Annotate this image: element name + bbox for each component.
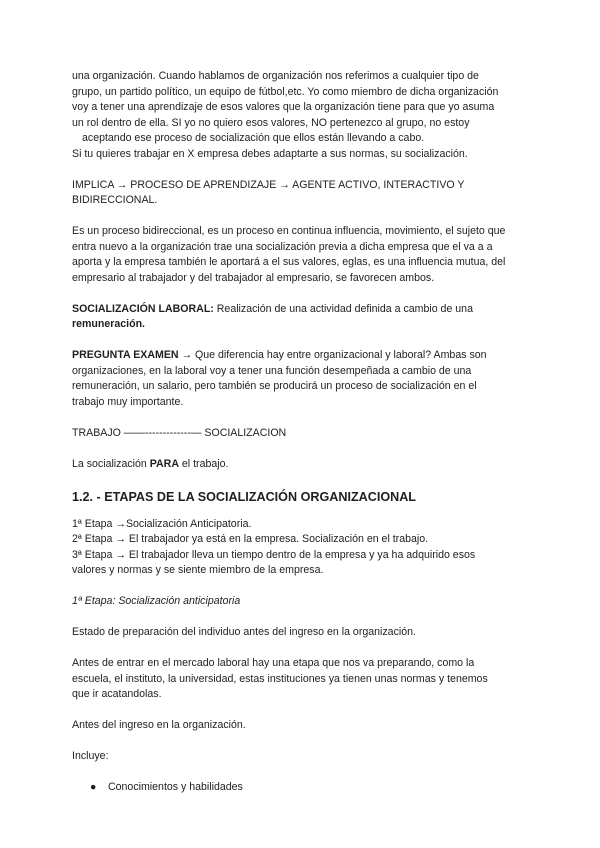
text-line: Es un proceso bidireccional, es un proceso en continua influencia, movimiento, el sujeto que <box>72 225 506 237</box>
list-item-text: Conocimientos y habilidades <box>108 781 243 793</box>
text-line: una organización. Cuando hablamos de organización nos referimos a cualquier tipo de <box>72 70 479 82</box>
subheading: 1ª Etapa: Socialización anticipatoria <box>72 595 241 607</box>
text-line <box>72 317 532 333</box>
text-line: trabajo muy importante. <box>72 395 184 408</box>
bullet-icon: ● <box>90 781 97 793</box>
para-after: el trabajo. <box>178 457 229 470</box>
exam-term: PREGUNTA EXAMEN <box>72 349 179 361</box>
etapa-3-continued: valores y normas y se siente miembro de la empresa. <box>72 564 324 576</box>
antes-ingreso-line: Antes del ingreso en la organización. <box>72 719 246 731</box>
trabajo-line: TRABAJO ——-------------— SOCIALIZACION <box>72 426 287 439</box>
intro-paragraph <box>72 69 532 162</box>
text-line: voy a tener una aprendizaje de esos valores que la organización tiene para que yo asuma <box>72 101 495 113</box>
bidireccional-paragraph <box>72 224 532 286</box>
spacer <box>72 333 532 349</box>
spacer <box>72 410 532 426</box>
spacer <box>72 641 532 657</box>
text-line: Antes de entrar en el mercado laboral hay una etapa que nos va preparando, como la <box>72 657 475 669</box>
text-line <box>72 302 532 318</box>
text-line: entra nuevo a la organización trae una socialización previa a dicha empresa que el va a a <box>72 240 493 253</box>
text-line: aceptando ese proceso de socialización que ellos están llevando a cabo. <box>82 132 425 144</box>
section-heading: 1.2. - ETAPAS DE LA SOCIALIZACIÓN ORGANIZACIONAL <box>72 489 417 504</box>
estado-line: Estado de preparación del individuo antes del ingreso en la organización. <box>72 626 416 638</box>
spacer <box>72 765 532 781</box>
etapa-1: 1ª Etapa →Socialización Anticipatoria. <box>72 517 252 530</box>
definition-text: Realización de una actividad definida a cambio de una <box>213 302 473 315</box>
text-line: que ir acatandolas. <box>72 688 162 700</box>
spacer <box>72 734 532 750</box>
text-line: IMPLICA → PROCESO DE APRENDIZAJE → AGENTE ACTIVO, INTERACTIVO Y <box>72 178 465 191</box>
spacer <box>72 506 532 517</box>
text-line: empresario al trabajador y del trabajador al empresario, se favorecen ambos. <box>72 271 435 284</box>
bullet-list <box>72 780 532 796</box>
text-line: Si tu quieres trabajar en X empresa debes adaptarte a sus normas, su socialización. <box>72 147 468 160</box>
spacer <box>72 441 532 457</box>
spacer <box>72 209 532 225</box>
para-bold: PARA <box>149 457 179 470</box>
para-before: La socialización <box>72 457 150 470</box>
document-page <box>72 69 532 796</box>
antes-paragraph <box>72 656 532 703</box>
implica-paragraph <box>72 178 532 209</box>
para-line <box>72 457 532 473</box>
etapas-list <box>72 517 532 579</box>
text-line: grupo, un partido político, un equipo de fútbol,etc. Yo como miembro de dicha organización <box>72 85 499 98</box>
text-line: remuneración, un salario, pero también se producirá un proceso de socialización en el <box>72 380 477 392</box>
text-line: BIDIRECCIONAL. <box>72 194 158 206</box>
text-line: aporta y la empresa también le aportará a el sus valores, eglas, es una influencia mutua, del <box>72 256 506 268</box>
examen-paragraph <box>72 348 532 410</box>
definition-text-bold: remuneración. <box>72 318 146 330</box>
laboral-definition <box>72 302 532 333</box>
spacer <box>72 286 532 302</box>
text-line: organizaciones, en la laboral voy a tener una función desempeñada a cambio de una <box>72 364 472 377</box>
spacer <box>72 472 532 488</box>
text-line: un rol dentro de ella. SI yo no quiero esos valores, NO pertenezco al grupo, no estoy <box>72 116 470 129</box>
spacer <box>72 610 532 626</box>
spacer <box>72 579 532 595</box>
text-line <box>72 348 532 364</box>
list-item <box>90 780 532 796</box>
etapa-3: 3ª Etapa → El trabajador lleva un tiempo dentro de la empresa y ya ha adquirido esos <box>72 548 476 561</box>
spacer <box>72 703 532 719</box>
exam-question: → Que diferencia hay entre organizacional y laboral? Ambas son <box>178 349 487 361</box>
spacer <box>72 162 532 178</box>
definition-term: SOCIALIZACIÓN LABORAL: <box>72 302 214 315</box>
text-line: escuela, el instituto, la universidad, estas instituciones ya tienen unas normas y tenemos <box>72 672 488 685</box>
incluye-line: Incluye: <box>72 750 109 762</box>
etapa-2: 2ª Etapa → El trabajador ya está en la empresa. Socialización en el trabajo. <box>72 533 429 545</box>
